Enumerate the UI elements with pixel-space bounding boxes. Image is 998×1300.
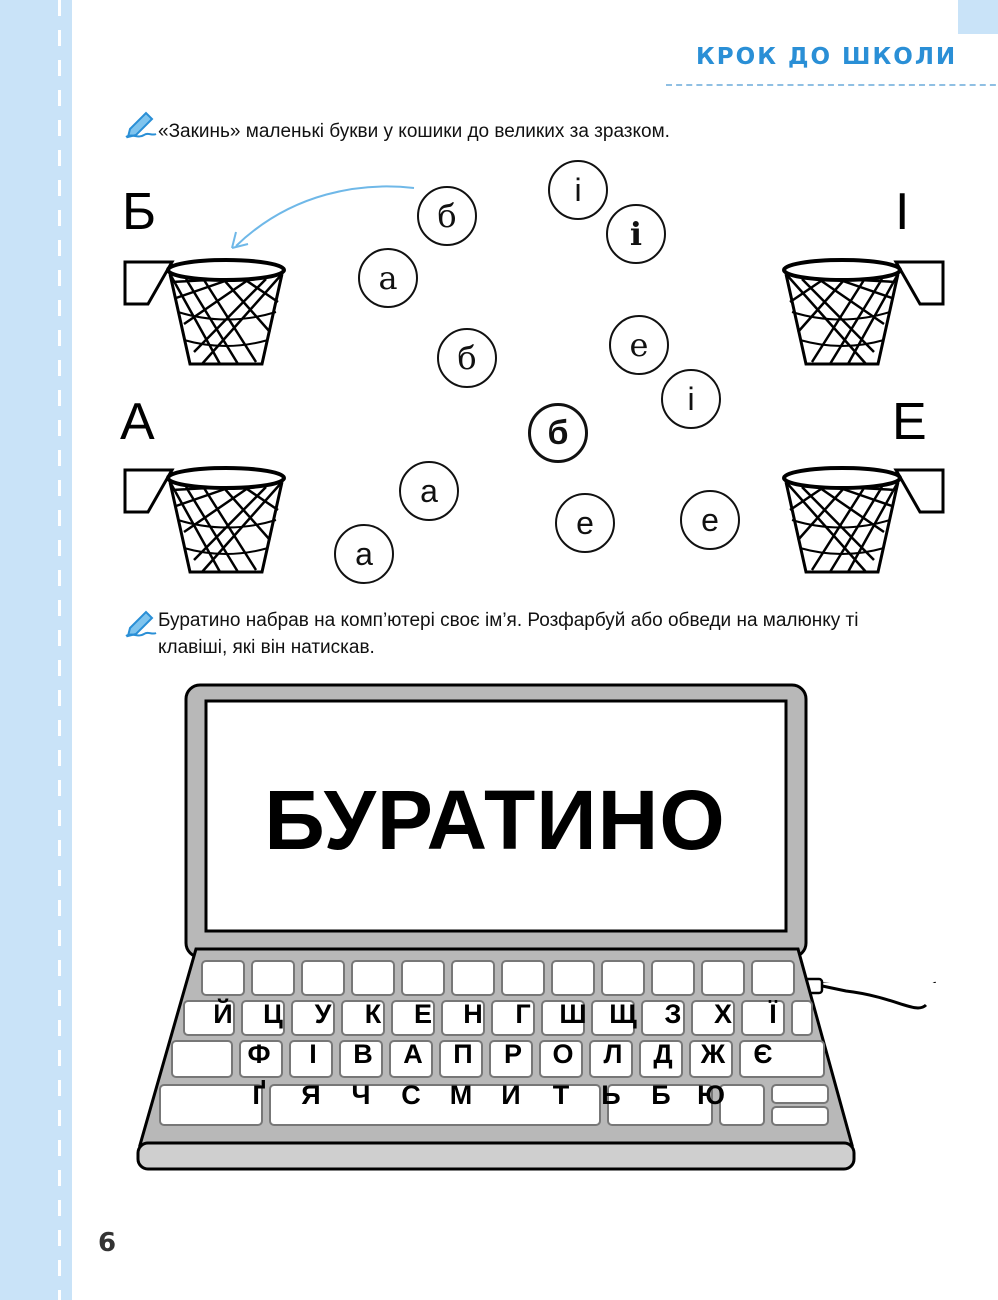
basketball-hoop-icon — [778, 252, 948, 374]
pencil-icon — [124, 606, 158, 638]
letter-ball[interactable]: і — [606, 204, 666, 264]
key[interactable]: Ї — [769, 999, 777, 1029]
letter-ball[interactable]: і — [548, 160, 608, 220]
key[interactable]: Ґ — [252, 1080, 266, 1110]
key[interactable]: У — [314, 999, 332, 1029]
letter-ball[interactable]: е — [555, 493, 615, 553]
key[interactable]: Ж — [700, 1039, 726, 1069]
key[interactable]: Г — [515, 999, 531, 1029]
basket-letter-a: А — [120, 393, 155, 451]
key[interactable]: Щ — [609, 999, 637, 1029]
strip-stitching — [58, 0, 61, 1300]
letter-ball[interactable]: б — [437, 328, 497, 388]
basketball-hoop-icon — [120, 460, 290, 582]
letter-ball[interactable]: і — [661, 369, 721, 429]
key[interactable]: Й — [213, 999, 233, 1029]
letter-ball[interactable]: а — [399, 461, 459, 521]
key[interactable]: Н — [463, 999, 483, 1029]
task2-instruction-line1: Буратино набрав на комп’ютері своє ім’я. Розфарбуй або обведи на малюнку ті — [158, 610, 859, 631]
task1-instruction: «Закинь» маленькі букви у кошики до великих за зразком. — [158, 121, 670, 142]
letter-ball[interactable]: е — [609, 315, 669, 375]
header-title: КРОК ДО ШКОЛИ — [696, 44, 958, 70]
key[interactable]: Д — [653, 1039, 673, 1069]
letter-ball[interactable]: а — [358, 248, 418, 308]
key[interactable]: Р — [503, 1039, 522, 1069]
key[interactable]: Ь — [601, 1080, 621, 1110]
key[interactable]: Е — [413, 999, 432, 1029]
left-decor-strip — [0, 0, 72, 1300]
key[interactable]: С — [401, 1080, 421, 1110]
key[interactable]: Ц — [263, 999, 283, 1029]
key[interactable]: О — [552, 1039, 574, 1069]
key[interactable]: І — [309, 1039, 317, 1069]
key[interactable]: И — [501, 1080, 521, 1110]
key[interactable]: Ч — [351, 1080, 371, 1110]
basket-letter-e: Е — [892, 393, 927, 451]
key[interactable]: Є — [753, 1039, 773, 1069]
key[interactable]: З — [664, 999, 682, 1029]
letter-ball[interactable]: е — [680, 490, 740, 550]
key[interactable]: Х — [713, 999, 732, 1029]
key[interactable]: А — [403, 1039, 423, 1069]
letter-ball[interactable]: б — [417, 186, 477, 246]
key[interactable]: Ш — [559, 999, 587, 1029]
letter-ball[interactable]: б — [528, 403, 588, 463]
basket-letter-b: Б — [122, 183, 157, 241]
page-number: 6 — [98, 1228, 117, 1258]
key[interactable]: Ю — [697, 1080, 725, 1110]
key[interactable]: Я — [301, 1080, 321, 1110]
key[interactable]: М — [449, 1080, 473, 1110]
basketball-hoop-icon — [120, 252, 290, 374]
key[interactable]: К — [364, 999, 382, 1029]
letter-ball[interactable]: а — [334, 524, 394, 584]
arrow-icon — [222, 182, 422, 258]
key[interactable]: Ф — [247, 1039, 271, 1069]
basketball-hoop-icon — [778, 460, 948, 582]
task2-instruction-line2: клавіші, які він натискав. — [158, 637, 375, 658]
key[interactable]: Б — [651, 1080, 671, 1110]
pencil-icon — [124, 107, 158, 139]
key[interactable]: В — [353, 1039, 373, 1069]
key[interactable]: Т — [552, 1080, 570, 1110]
screen-word: БУРАТИНО — [264, 773, 726, 867]
basket-letter-i: І — [895, 183, 910, 241]
key[interactable]: П — [453, 1039, 473, 1069]
key[interactable]: Л — [603, 1039, 623, 1069]
